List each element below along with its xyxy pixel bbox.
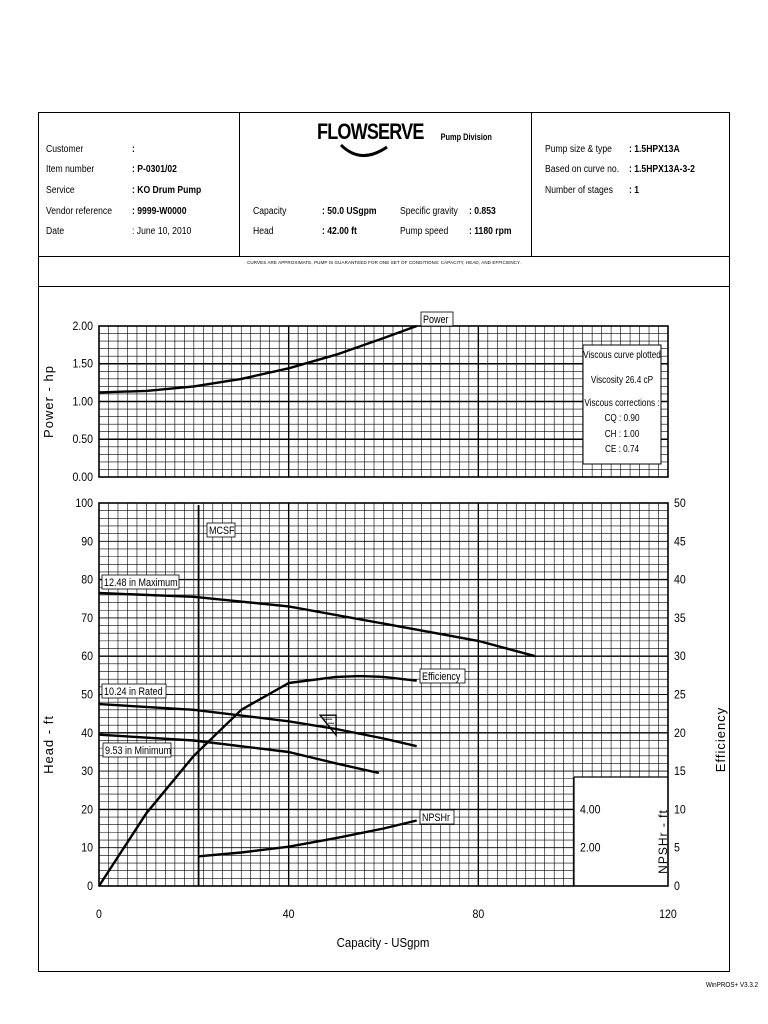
specific-gravity-label: Specific gravity — [400, 206, 458, 217]
x-axis-label: Capacity - USgpm — [336, 935, 430, 951]
capacity-label: Capacity — [253, 206, 287, 217]
power-y-tick-label: 1.50 — [72, 358, 93, 371]
pump-size-value: : 1.5HPX13A — [629, 144, 680, 155]
vendor-reference-value: : 9999-W0000 — [132, 206, 187, 217]
head-y-tick-label: 70 — [81, 612, 93, 626]
curves-note: CURVES ARE APPROXIMATE, PUMP IS GUARANTEED FOR ONE SET OF CONDITIONS: CAPACITY, HEAD, AND EFFICIENCY. — [39, 256, 729, 287]
stages-label: Number of stages — [545, 185, 613, 196]
power-y-tick-label: 0.50 — [72, 433, 93, 447]
efficiency-y-axis-label: Efficiency — [713, 706, 728, 773]
efficiency-y-tick-label: 25 — [674, 688, 686, 702]
pump-size-label: Pump size & type — [545, 144, 612, 155]
head-label: Head — [253, 226, 274, 237]
viscous-note-line: Viscosity 26.4 cP — [590, 374, 654, 386]
efficiency-y-tick-label: 15 — [674, 765, 686, 779]
rated-diameter-label: 10.24 in Rated — [104, 686, 163, 699]
service-value: : KO Drum Pump — [132, 185, 202, 196]
date-value: : June 10, 2010 — [132, 226, 192, 237]
npsh-y-tick-label: 4.00 — [580, 803, 601, 817]
efficiency-y-tick-label: 45 — [674, 535, 686, 549]
specific-gravity-value: : 0.853 — [469, 206, 496, 217]
efficiency-y-tick-label: 40 — [674, 574, 686, 587]
head-y-tick-label: 30 — [81, 765, 93, 779]
pump-speed-label: Pump speed — [400, 226, 449, 237]
capacity-value: : 50.0 USgpm — [322, 206, 377, 217]
power-y-axis-label: Power - hp — [41, 365, 56, 438]
npsh-y-tick-label: 2.00 — [580, 842, 601, 855]
x-tick-label: 40 — [282, 908, 295, 922]
head-y-tick-label: 10 — [81, 842, 93, 855]
curve-number-value: : 1.5HPX13A-3-2 — [629, 164, 695, 175]
software-version: WinPROS+ V3.3.2 — [705, 982, 758, 989]
x-tick-label: 0 — [96, 908, 102, 922]
viscous-note-line: CH : 1.00 — [604, 428, 640, 440]
viscous-note-line: CE : 0.74 — [604, 443, 640, 455]
stages-value: : 1 — [629, 185, 640, 196]
head-y-axis-label: Head - ft — [41, 715, 56, 774]
head-y-tick-label: 60 — [81, 650, 93, 664]
customer-label: Customer — [46, 144, 84, 155]
npsh-y-axis-label: NPSHr - ft — [656, 809, 670, 874]
head-y-tick-label: 80 — [81, 574, 93, 587]
efficiency-y-tick-label: 0 — [674, 880, 680, 894]
mcsf-label: MCSF — [209, 525, 235, 538]
service-label: Service — [46, 185, 75, 196]
efficiency-y-tick-label: 50 — [674, 497, 686, 511]
item-number-label: Item number — [46, 164, 95, 175]
efficiency-y-tick-label: 5 — [674, 842, 680, 855]
logo-brand: FLOWSERVE — [317, 119, 424, 144]
power-y-tick-label: 0.00 — [72, 471, 93, 485]
efficiency-y-tick-label: 10 — [674, 803, 686, 817]
pump-speed-value: : 1180 rpm — [469, 226, 512, 237]
logo-division: Pump Division — [440, 132, 492, 142]
viscous-note-line: CQ : 0.90 — [604, 412, 640, 424]
head-y-tick-label: 0 — [87, 880, 93, 894]
npshr-label: NPSHr — [422, 812, 451, 825]
efficiency-label: Efficiency — [422, 671, 461, 684]
efficiency-y-tick-label: 30 — [674, 650, 686, 664]
head-y-tick-label: 40 — [81, 727, 93, 740]
efficiency-y-tick-label: 20 — [674, 727, 686, 740]
min-diameter-label: 9.53 in Minimum — [105, 745, 172, 758]
head-y-tick-label: 100 — [75, 497, 93, 511]
curve-number-label: Based on curve no. — [545, 164, 620, 175]
x-tick-label: 120 — [659, 908, 677, 922]
head-y-tick-label: 20 — [81, 803, 93, 817]
max-diameter-label: 12.48 in Maximum — [104, 577, 178, 590]
viscous-note-line: Viscous corrections : — [584, 397, 660, 409]
efficiency-y-tick-label: 35 — [674, 612, 686, 626]
power-label: Power — [422, 314, 449, 327]
power-y-tick-label: 1.00 — [72, 395, 93, 409]
customer-value: : — [132, 144, 135, 155]
head-value: : 42.00 ft — [322, 226, 357, 237]
item-number-value: : P-0301/02 — [132, 164, 177, 175]
viscous-note-line: Viscous curve plotted — [583, 349, 661, 361]
date-label: Date — [46, 226, 65, 237]
head-y-tick-label: 90 — [81, 535, 93, 549]
vendor-reference-label: Vendor reference — [46, 206, 112, 217]
head-y-tick-label: 50 — [81, 688, 93, 702]
x-tick-label: 80 — [472, 908, 485, 922]
power-y-tick-label: 2.00 — [72, 320, 93, 334]
